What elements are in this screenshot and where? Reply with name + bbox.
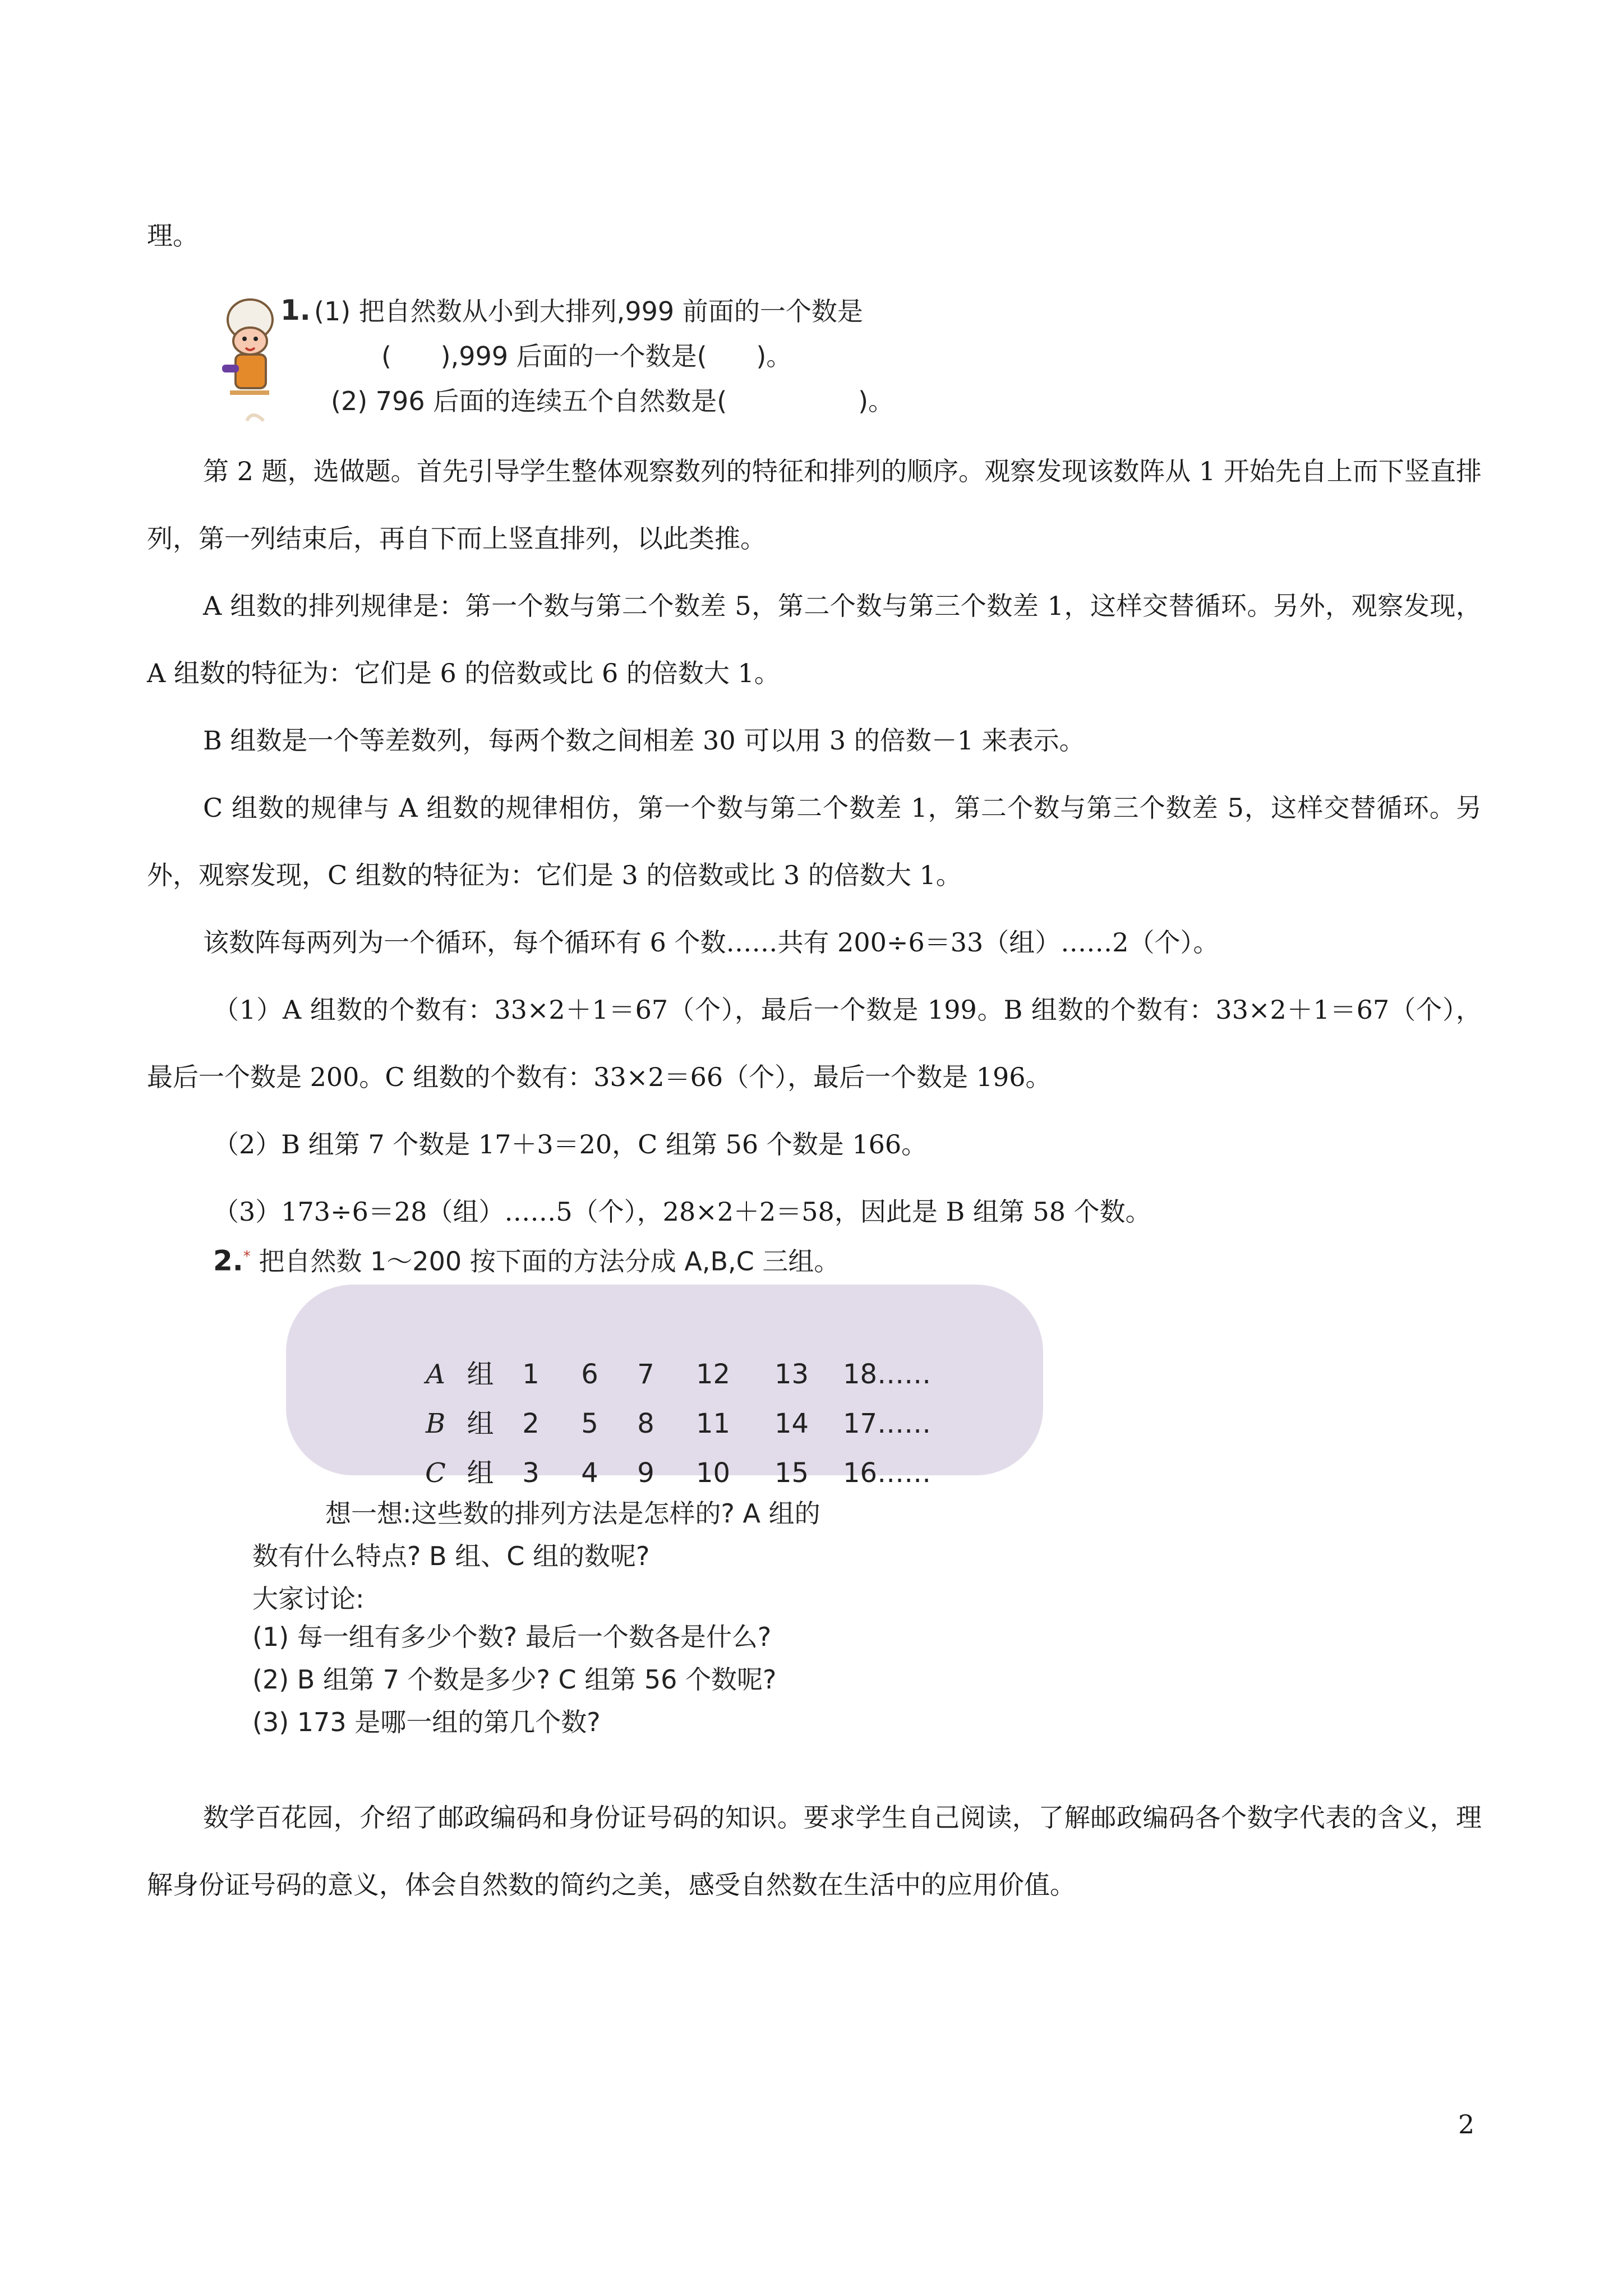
paragraph-3: B 组数是一个等差数列，每两个数之间相差 30 可以用 3 的倍数－1 来表示。: [203, 725, 1085, 756]
exercise-2-questions: [213, 1616, 976, 1750]
question-3: (3) 173 是哪一组的第几个数?: [252, 1707, 601, 1737]
exercise-1-box: [213, 280, 1009, 426]
group-c-num-3: 9: [637, 1457, 654, 1489]
mascot-icon: [213, 280, 286, 426]
paragraph-6: （1）A 组数的个数有：33×2＋1＝67（个），最后一个数是 199。B 组数的个数有：33×2＋1＝67（个），最后一个数是 200。C 组数的个数有：33×2＝66（个），最后一个数是 196。: [147, 995, 1482, 1092]
page-number: 2: [1458, 2109, 1475, 2139]
exercise-1-line-3: (2) 796 后面的连续五个自然数是( )。: [331, 386, 895, 416]
question-1: (1) 每一组有多少个数? 最后一个数各是什么?: [252, 1622, 772, 1652]
group-b-num-2: 5: [581, 1408, 598, 1439]
exercise-1-number: 1.: [280, 294, 311, 326]
group-b-num-5: 14: [774, 1408, 809, 1439]
groups-panel: [286, 1285, 1043, 1489]
paragraph-2: A 组数的排列规律是：第一个数与第二个数差 5，第二个数与第三个数差 1，这样交替循环。另外，观察发现，A 组数的特征为：它们是 6 的倍数或比 6 的倍数大 1。: [147, 591, 1482, 688]
group-c-num-4: 10: [696, 1457, 731, 1489]
group-b-num-3: 8: [637, 1408, 654, 1439]
question-2: (2) B 组第 7 个数是多少? C 组第 56 个数呢?: [252, 1664, 777, 1695]
paragraph-4: C 组数的规律与 A 组数的规律相仿，第一个数与第二个数差 1，第二个数与第三个数差 5，这样交替循环。另外，观察发现，C 组数的特征为：它们是 3 的倍数或比 3 的倍数大 1。: [147, 793, 1482, 890]
group-a-num-1: 1: [522, 1359, 540, 1390]
think-line-2: 数有什么特点? B 组、C 组的数呢?: [252, 1541, 650, 1571]
group-b-num-1: 2: [522, 1408, 540, 1439]
group-a-num-4: 12: [696, 1359, 731, 1390]
group-c-num-5: 15: [774, 1457, 809, 1489]
exercise-2-box: [213, 1212, 976, 1638]
exercise-1-line-2: ( ),999 后面的一个数是( )。: [381, 341, 792, 371]
group-row-a: [359, 1307, 943, 1390]
exercise-2-number: 2.: [213, 1244, 243, 1277]
group-row-c: [359, 1406, 943, 1489]
group-b-name: B: [425, 1408, 446, 1439]
group-row-b: [359, 1356, 943, 1439]
exercise-1-line-1: (1) 把自然数从小到大排列,999 前面的一个数是: [314, 296, 863, 326]
intro-fragment: 理。: [147, 220, 199, 251]
group-a-num-6: 18……: [843, 1359, 932, 1390]
paragraph-8: （3）173÷6＝28（组）……5（个），28×2＋2＝58，因此是 B 组第 58 个数。: [213, 1197, 1151, 1227]
exercise-2-title-text: 把自然数 1～200 按下面的方法分成 A,B,C 三组。: [250, 1246, 840, 1277]
group-a-num-3: 7: [637, 1359, 654, 1390]
group-a-name: A: [426, 1359, 445, 1390]
paragraph-5: 该数阵每两列为一个循环，每个循环有 6 个数……共有 200÷6＝33（组）……2（个）。: [203, 927, 1219, 958]
group-c-num-6: 16……: [843, 1457, 932, 1489]
group-a-suffix: 组: [467, 1359, 494, 1390]
discuss-label: 大家讨论:: [252, 1584, 365, 1614]
group-b-suffix: 组: [467, 1408, 494, 1439]
group-b-num-4: 11: [696, 1408, 731, 1439]
group-c-suffix: 组: [467, 1457, 494, 1489]
group-c-num-2: 4: [581, 1457, 598, 1489]
think-line-1: 想一想:这些数的排列方法是怎样的? A 组的: [325, 1498, 820, 1529]
group-b-num-6: 17……: [843, 1408, 932, 1439]
group-c-num-1: 3: [522, 1457, 540, 1489]
closing-paragraph: 数学百花园，介绍了邮政编码和身份证号码的知识。要求学生自己阅读，了解邮政编码各个数字代表的含义，理解身份证号码的意义，体会自然数的简约之美，感受自然数在生活中的应用价值。: [147, 1802, 1482, 1900]
exercise-2-title: [213, 1234, 840, 1283]
paragraph-1: 第 2 题，选做题。首先引导学生整体观察数列的特征和排列的顺序。观察发现该数阵从 1 开始先自上而下竖直排列，第一列结束后，再自下而上竖直排列，以此类推。: [147, 456, 1482, 554]
paragraph-7: （2）B 组第 7 个数是 17＋3＝20，C 组第 56 个数是 166。: [213, 1129, 928, 1159]
group-a-num-5: 13: [774, 1359, 809, 1390]
group-c-name: C: [425, 1457, 446, 1489]
group-a-num-2: 6: [581, 1359, 598, 1390]
optional-star: *: [243, 1248, 251, 1265]
